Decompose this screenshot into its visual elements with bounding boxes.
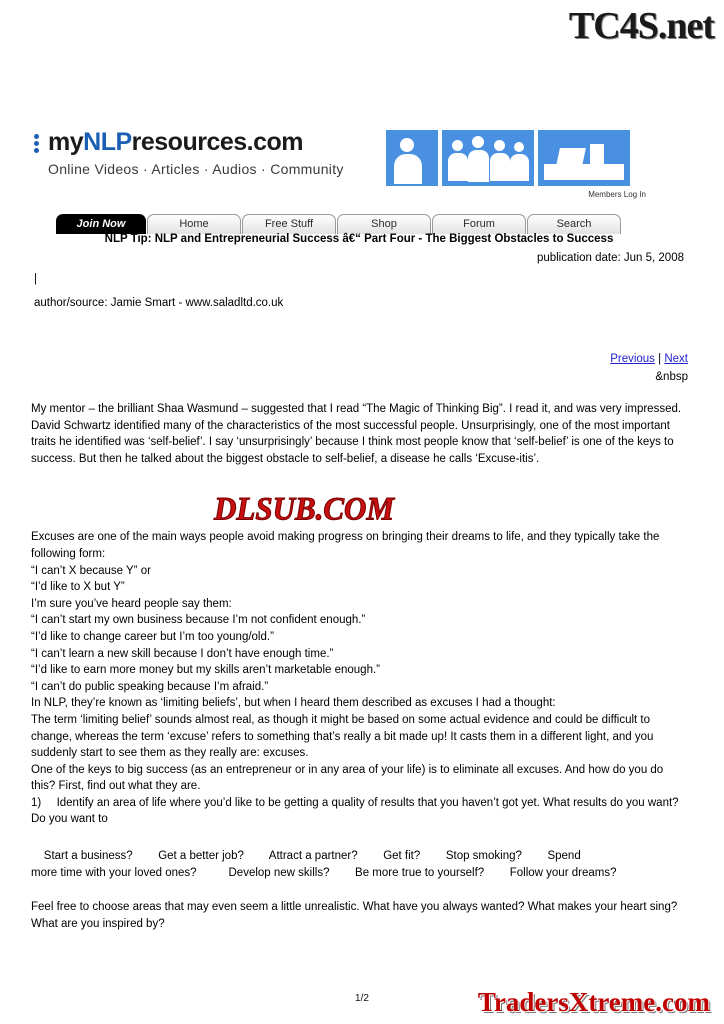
members-login-link[interactable]: Members Log In bbox=[588, 190, 646, 199]
banner-images bbox=[386, 130, 630, 186]
article-pipe-line: | bbox=[34, 272, 37, 285]
article-body bbox=[31, 401, 683, 932]
paragraph-step-1: 1) Identify an area of life where you’d like to be getting a quality of results that you haven’t got yet. What results do you want? Do you want to bbox=[31, 796, 682, 826]
site-navigation bbox=[56, 214, 621, 234]
banner-image-group-icon bbox=[442, 130, 534, 186]
paragraph-closing: Feel free to choose areas that may even seem a little unrealistic. What have you always wanted? What makes your heart sing? What are you inspired by? bbox=[31, 901, 678, 930]
paragraph-heard: I’m sure you’ve heard people say them: bbox=[31, 597, 232, 610]
nav-item-forum[interactable]: Forum bbox=[432, 214, 526, 234]
nav-item-search[interactable]: Search bbox=[527, 214, 621, 234]
nbsp-text: &nbsp bbox=[655, 371, 688, 383]
paragraph-example-4: “I’d like to earn more money but my skills aren’t marketable enough.” bbox=[31, 664, 380, 677]
nav-item-free-stuff[interactable]: Free Stuff bbox=[242, 214, 336, 234]
site-logo[interactable] bbox=[34, 128, 384, 177]
pagination-separator: | bbox=[658, 353, 662, 365]
previous-link[interactable]: Previous bbox=[610, 353, 655, 365]
paragraph-intro: My mentor – the brilliant Shaa Wasmund – suggested that I read “The Magic of Thinking Big”. I read it, and was very impressed. David Schwartz identified many of the characteristics of the most successful people. Unsurprisingly, one of the most important traits he identified was ‘self-belief’. I say ‘unsurprisingly’ because I think most people know that ‘self-belief’ is one of the keys to success. But then he talked about the biggest obstacle to self-belief, a disease he calls ‘Excuse-itis’. bbox=[31, 403, 682, 465]
next-link[interactable]: Next bbox=[664, 353, 688, 365]
paragraph-example-5: “I can’t do public speaking because I’m afraid.” bbox=[31, 680, 269, 693]
site-tagline: Online Videos · Articles · Audios · Community bbox=[48, 161, 344, 177]
nav-item-shop[interactable]: Shop bbox=[337, 214, 431, 234]
logo-highlight: NLP bbox=[83, 128, 132, 156]
tradersxtreme-watermark: TradersXtreme.com bbox=[477, 987, 710, 1017]
question-line-1: Start a business? Get a better job? Attract a partner? Get fit? Stop smoking? Spend bbox=[31, 850, 581, 863]
paragraph-example-2: “I’d like to change career but I’m too young/old.” bbox=[31, 630, 274, 643]
dlsub-watermark: DLSUB.COM bbox=[214, 490, 395, 527]
paragraph-excuses: Excuses are one of the main ways people avoid making progress on bringing their dreams to life, and they typically take the following form: bbox=[31, 531, 660, 560]
article-pagination bbox=[34, 353, 688, 365]
question-line-2: more time with your loved ones? Develop new skills? Be more true to yourself? Follow your dreams? bbox=[31, 866, 617, 879]
tc4s-watermark: TC4S.net bbox=[568, 5, 714, 47]
paragraph-example-3: “I can’t learn a new skill because I don’t have enough time.” bbox=[31, 647, 334, 660]
article-publication-date: publication date: Jun 5, 2008 bbox=[536, 252, 684, 264]
logo-dots-icon bbox=[34, 132, 46, 155]
paragraph-keys: One of the keys to big success (as an entrepreneur or in any area of your life) is to eliminate all excuses. And how do you do this? First, find out what they are. bbox=[31, 763, 664, 793]
paragraph-form-1: “I can’t X because Y” or bbox=[31, 564, 151, 577]
paragraph-nlp: In NLP, they’re known as ‘limiting beliefs’, but when I heard them described as excuses I had a thought: bbox=[31, 697, 556, 710]
site-logo-text bbox=[34, 128, 384, 157]
logo-suffix: resources.com bbox=[131, 128, 304, 156]
nav-item-join-now[interactable]: Join Now bbox=[56, 214, 146, 234]
paragraph-example-1: “I can’t start my own business because I’m not confident enough.” bbox=[31, 614, 366, 627]
article-header bbox=[34, 232, 684, 312]
logo-prefix: my bbox=[48, 128, 84, 156]
banner-image-landscape-icon bbox=[538, 130, 630, 186]
article-title: NLP Tip: NLP and Entrepreneurial Success â€“ Part Four - The Biggest Obstacles to Success bbox=[104, 233, 614, 245]
banner-image-person-icon bbox=[386, 130, 438, 186]
nav-item-home[interactable]: Home bbox=[147, 214, 241, 234]
article-author-source: author/source: Jamie Smart - www.saladltd.co.uk bbox=[34, 297, 284, 309]
paragraph-limiting-belief: The term ‘limiting belief’ sounds almost real, as though it might be based on some actual evidence and could be difficult to change, whereas the term ‘excuse’ refers to something that’s really a bit made up! It casts them in a different light, and you suddenly start to see them as they really are: excuses. bbox=[31, 713, 654, 760]
paragraph-form-2: “I’d like to X but Y” bbox=[31, 581, 125, 594]
page-number: 1/2 bbox=[355, 993, 369, 1004]
